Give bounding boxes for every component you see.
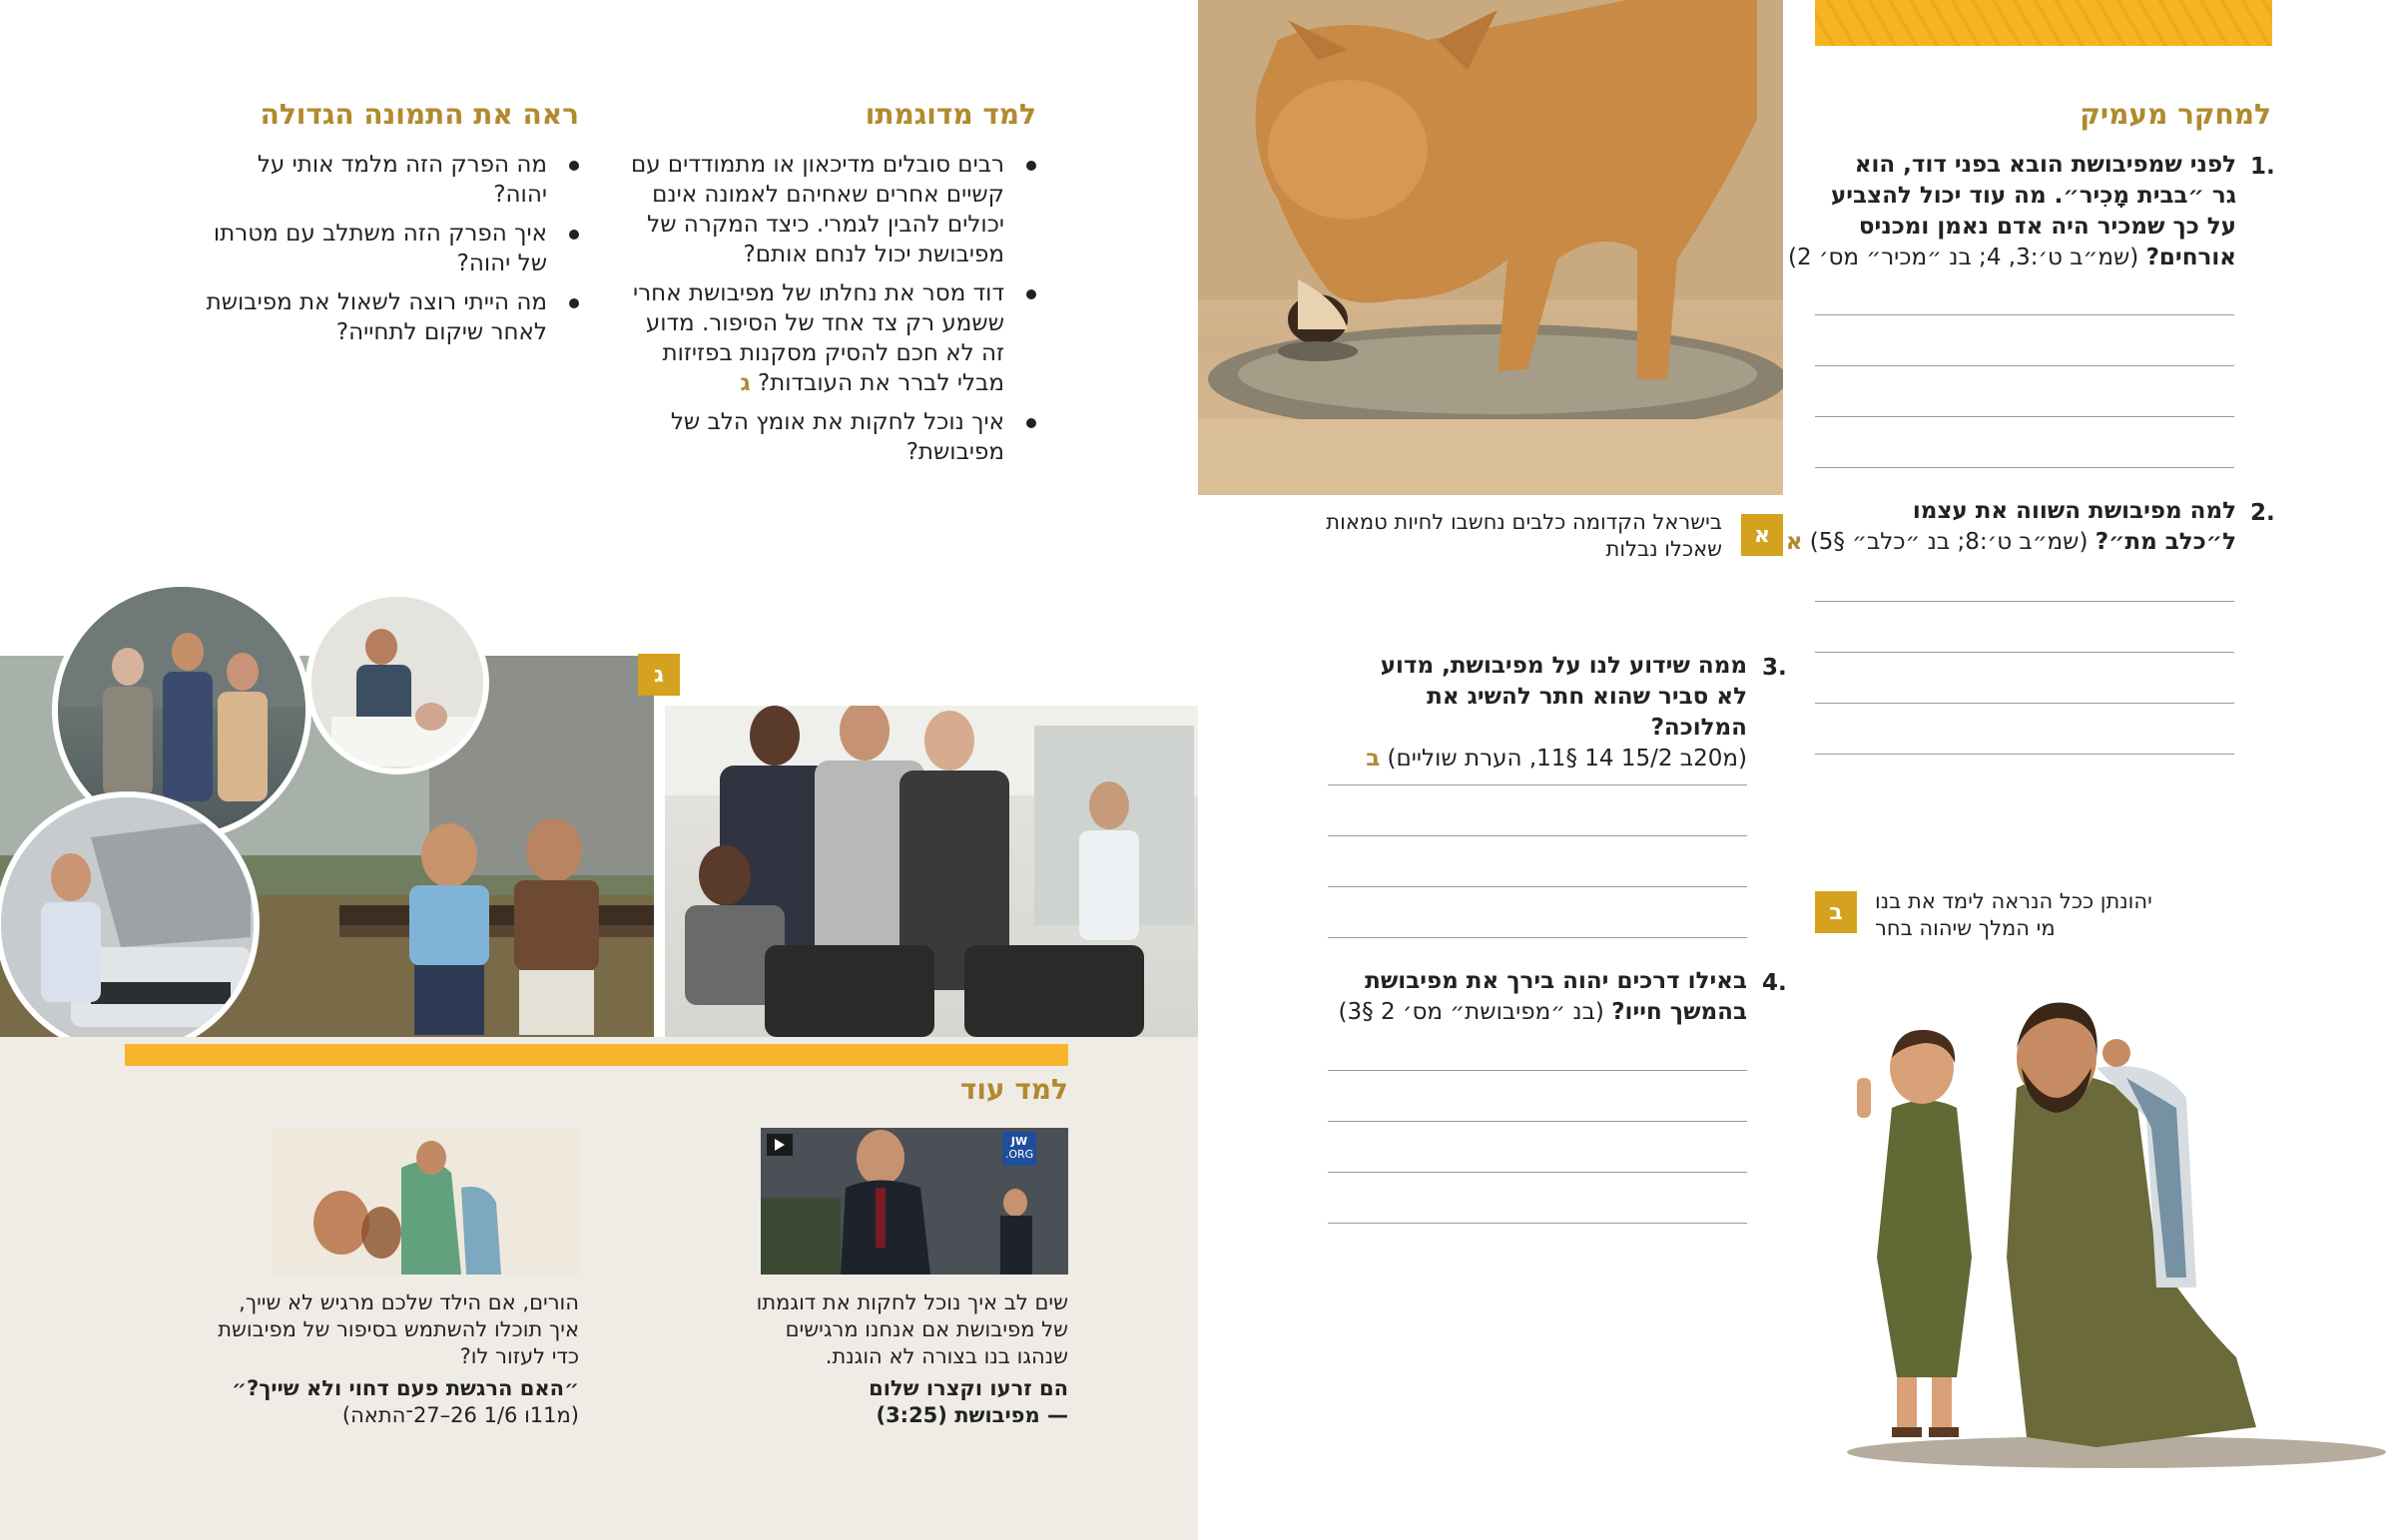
answer-line — [1328, 1172, 1747, 1173]
dog-caption-badge: א — [1741, 514, 1783, 556]
question-1-line3: על כך שמכיר היה אדם נאמן ומכניס — [1858, 214, 2236, 240]
question-1-line2: גר ״בבית מָכִיר״. מה עוד יכול להצביע — [1830, 183, 2236, 209]
big-picture-bullet: מה הפרק הזה מלמד אותי על יהוה? — [200, 150, 579, 210]
learn-more-accent-bar — [125, 1044, 1068, 1066]
question-1 — [1788, 150, 2236, 273]
question-2-ref: (שמ״ב ט׳:8; בנ ״כלב״ §5) — [1809, 529, 2096, 555]
deep-study-heading: למחקר מעמיק — [2080, 98, 2271, 131]
answer-line — [1328, 886, 1747, 887]
learn-example-badge: ג — [740, 370, 751, 396]
question-2-badge: א — [1785, 529, 1803, 555]
learn-example-bullet: איך נוכל לחקות את אומץ הלב של מפיבושת? — [619, 407, 1036, 467]
learn-example-heading: למד מדוגמתו — [865, 98, 1036, 131]
question-4-ref: (בנ ״מפיבושת״ מס׳ 2 §3) — [1338, 999, 1612, 1025]
play-icon[interactable] — [767, 1134, 793, 1156]
question-4 — [1323, 966, 1747, 1028]
question-3 — [1323, 651, 1747, 774]
jonathan-caption — [1875, 888, 2194, 942]
dog-drinking-photo — [1198, 0, 1783, 495]
answer-line — [1328, 784, 1747, 785]
answer-line — [1815, 314, 2234, 315]
photo-badge: ג — [638, 654, 680, 696]
big-picture-bullet: איך הפרק הזה משתלב עם מטרתו של יהוה? — [200, 219, 579, 278]
big-picture-list — [200, 150, 579, 356]
item-2-subtitle: (מ11ו 1/6 26–27־התאה) — [341, 1403, 579, 1427]
question-2-line2: ל״כלב מת״? — [2095, 529, 2236, 555]
answer-line — [1815, 467, 2234, 468]
hospital-circle-photo — [305, 591, 489, 774]
dog-caption-line1: בישראל הקדומה כלבים נחשבו לחיות טמאות — [1326, 510, 1722, 534]
article-thumbnail-rejected[interactable] — [272, 1128, 579, 1275]
jonathan-caption-line1: יהונתן ככל הנראה לימד את בנו — [1875, 889, 2152, 913]
question-1-number: 1. — [2250, 154, 2275, 180]
question-4-line2: בהמשך חייו? — [1611, 999, 1747, 1025]
answer-line — [1328, 1121, 1747, 1122]
answer-line — [1815, 416, 2234, 417]
question-3-ref: (מ20ב 15/2 14 §11, הערת שוליים) — [1387, 746, 1747, 771]
question-4-line1: באילו דרכים יהוה בירך את מפיבושת — [1365, 968, 1747, 994]
question-3-line2: לא סביר שהוא חתר להשיג את המלוכה? — [1427, 684, 1747, 741]
car-repair-circle-photo — [0, 791, 260, 1056]
learn-example-bullet: רבים סובלים מדיכאון או מתמודדים עם קשיים אחרים שאחיהם לאמונה אינם יכולים להבין לגמרי. כיצד המקרה של מפיבושת יכול לנחם אותם? — [619, 150, 1036, 269]
question-4-number: 4. — [1762, 970, 1787, 996]
item-1-subtitle: — מפיבושת (3:25) — [876, 1403, 1068, 1427]
item-1-line1: שים לב איך נוכל לחקות את דוגמתו — [756, 1290, 1068, 1314]
jonathan-caption-line2: מי המלך שיהוה בחר — [1875, 916, 2056, 940]
learn-more-item-1 — [744, 1289, 1068, 1429]
answer-line — [1815, 703, 2234, 704]
jonathan-and-son-illustration — [1797, 958, 2396, 1477]
learn-more-panel — [0, 1037, 1198, 1540]
item-2-title[interactable]: ״האם הרגשת פעם דחוי ולא שייך?״ — [232, 1376, 579, 1400]
learn-example-list — [619, 150, 1036, 476]
question-2-number: 2. — [2250, 500, 2275, 526]
big-picture-bullet: מה הייתי רוצה לשאול את מפיבושת לאחר שיקום לתחייה? — [200, 287, 579, 347]
item-1-line2: של מפיבושת אם אנחנו מרגישים — [785, 1317, 1068, 1341]
answer-line — [1328, 835, 1747, 836]
conversation-photo — [665, 706, 1198, 1037]
answer-line — [1815, 601, 2234, 602]
learn-example-bullet: דוד מסר את נחלתו של מפיבושת אחרי ששמע רק צד אחד של הסיפור. מדוע זה לא חכם להסיק מסקנות בפזיזות מבלי לברר את העובדות? ג — [619, 278, 1036, 398]
answer-line — [1328, 1070, 1747, 1071]
item-1-title[interactable]: הם זרעו וקצרו שלום — [869, 1376, 1068, 1400]
answer-line — [1815, 754, 2234, 755]
item-2-line2: איך תוכלו להשתמש בסיפור של מפיבושת — [218, 1317, 579, 1341]
question-1-ref: (שמ״ב ט׳:3, 4; בנ ״מכיר״ מס׳ 2) — [1788, 245, 2146, 270]
learn-more-heading: למד עוד — [959, 1073, 1068, 1106]
dog-caption-line2: שאכלו נבלות — [1605, 537, 1722, 561]
question-2-line1: למה מפיבושת השווה את עצמו — [1912, 498, 2236, 524]
answer-line — [1328, 937, 1747, 938]
big-picture-heading: ראה את התמונה הגדולה — [260, 98, 579, 131]
question-3-badge: ב — [1366, 746, 1381, 771]
answer-line — [1815, 365, 2234, 366]
item-2-line3: כדי לעזור לו? — [459, 1344, 579, 1368]
jw-logo-bottom: .ORG — [1004, 1148, 1034, 1161]
jw-logo-top: JW — [1010, 1135, 1028, 1148]
question-1-line4: אורחים? — [2145, 245, 2236, 270]
item-2-line1: הורים, אם הילד שלכם מרגיש לא שייך, — [239, 1290, 579, 1314]
answer-line — [1815, 652, 2234, 653]
learn-more-item-2 — [180, 1289, 579, 1429]
question-1-line1: לפני שמפיבושת הובא בפני דוד, הוא — [1854, 152, 2236, 178]
answer-line — [1328, 1223, 1747, 1224]
video-thumbnail-peace[interactable] — [761, 1128, 1068, 1275]
item-1-line3: שנהגו בנו בצורה לא הוגנת. — [825, 1344, 1068, 1368]
question-3-line1: ממה שידוע לנו על מפיבושת, מדוע — [1380, 653, 1747, 679]
question-3-number: 3. — [1762, 655, 1787, 681]
jonathan-caption-badge: ב — [1815, 891, 1857, 933]
top-decorative-bar — [1815, 0, 2272, 46]
dog-caption — [1298, 509, 1722, 563]
question-2 — [1785, 496, 2236, 558]
jw-logo-icon — [1002, 1132, 1036, 1166]
